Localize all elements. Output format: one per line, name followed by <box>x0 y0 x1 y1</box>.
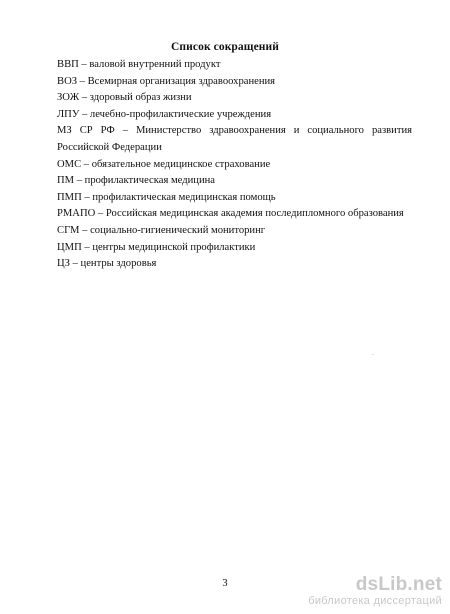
abbreviation-item: ПМП – профилактическая медицинская помощь <box>57 191 276 203</box>
abbreviation-item: ЦЗ – центры здоровья <box>57 258 157 270</box>
watermark-subtitle: библиотека диссертаций <box>308 595 442 607</box>
abbreviation-item: ЛПУ – лечебно-профилактические учреждения <box>57 108 272 120</box>
abbreviation-item: РМАПО – Российская медицинская академия последипломного образования <box>57 208 404 220</box>
abbreviation-list <box>57 57 412 273</box>
abbreviation-item: ОМС – обязательное медицинское страхование <box>57 158 271 170</box>
page-title: Список сокращений <box>171 41 279 53</box>
abbreviation-item: ЗОЖ – здоровый образ жизни <box>57 92 192 104</box>
abbreviation-item: СГМ – социально-гигиенический мониторинг <box>57 224 266 236</box>
watermark-brand: dsLib.net <box>355 574 442 595</box>
abbreviation-item: ПМ – профилактическая медицина <box>57 175 215 187</box>
scan-speck: . <box>372 349 374 357</box>
abbreviation-item: ЦМП – центры медицинской профилактики <box>57 241 256 253</box>
abbreviation-item: ВВП – валовой внутренний продукт <box>57 59 221 70</box>
page-number: 3 <box>222 578 228 589</box>
watermark <box>308 575 442 608</box>
abbreviation-item: ВОЗ – Всемирная организация здравоохранения <box>57 75 276 87</box>
abbreviation-item: МЗ СР РФ – Министерство здравоохранения и социального развития Российской Федерации <box>57 125 412 153</box>
